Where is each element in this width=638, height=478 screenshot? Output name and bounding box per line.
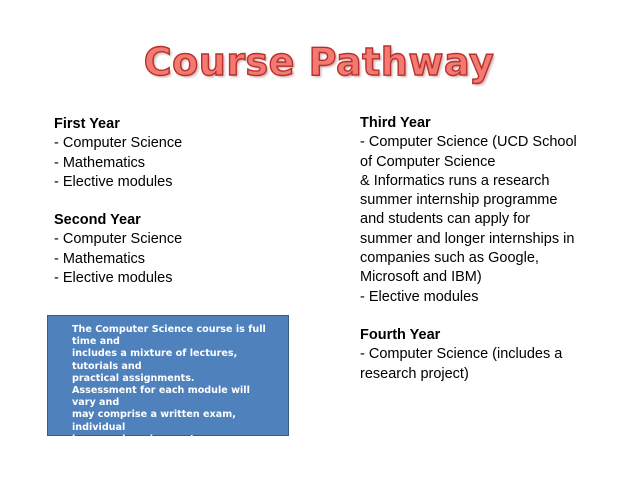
fourth-year-line: - Computer Science (includes a (360, 346, 563, 363)
spacer (360, 307, 610, 326)
third-year-line: and students can apply for (360, 211, 531, 228)
course-info-box (47, 315, 289, 470)
third-year-line: of Computer Science (360, 153, 496, 170)
third-year-line: - Elective modules (360, 288, 479, 305)
fourth-year-heading: Fourth Year (360, 326, 441, 343)
fourth-year-line: research project) (360, 365, 469, 382)
second-year-item: - Computer Science (54, 231, 183, 248)
right-column (360, 114, 610, 384)
second-year-item: - Elective modules (54, 270, 173, 287)
third-year-line: companies such as Google, (360, 250, 539, 267)
third-year-line: summer and longer internships in (360, 230, 575, 247)
note-line: The Computer Science course is full time and (72, 324, 266, 348)
first-year-item: - Computer Science (54, 135, 183, 152)
note-line: continuous assessment. (72, 458, 203, 470)
third-year-heading: Third Year (360, 115, 431, 131)
left-column (54, 115, 314, 288)
page-title: Course Pathway (143, 40, 495, 84)
third-year-line: - Computer Science (UCD School (360, 134, 577, 151)
third-year-line: summer internship programme (360, 192, 558, 209)
first-year-heading: First Year (54, 116, 120, 132)
note-line: homework assignments, group projects and (72, 433, 240, 458)
second-year-heading: Second Year (54, 212, 141, 229)
note-line: practical assignments. (72, 372, 195, 384)
note-line: may comprise a written exam, individual (72, 409, 236, 433)
note-line: Assessment for each module will vary and (72, 385, 250, 409)
note-line: includes a mixture of lectures, tutorials and (72, 348, 238, 372)
first-year-item: - Mathematics (54, 154, 146, 171)
third-year-line: & Informatics runs a research (360, 172, 550, 189)
spacer (54, 192, 314, 211)
first-year-item: - Elective modules (54, 173, 173, 190)
second-year-item: - Mathematics (54, 250, 146, 267)
third-year-line: Microsoft and IBM) (360, 269, 482, 286)
